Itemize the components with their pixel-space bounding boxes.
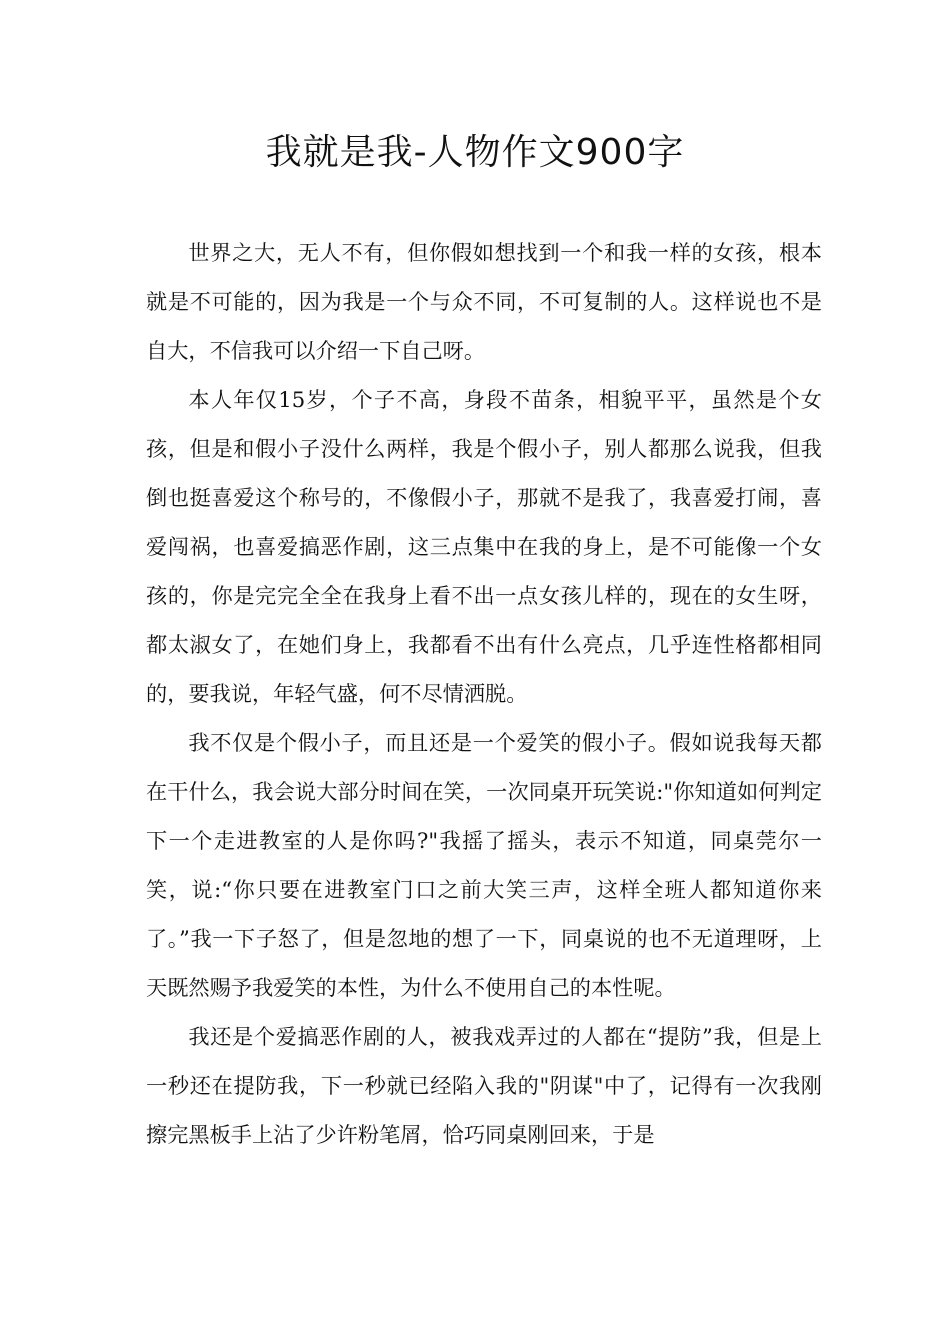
document-body [146, 228, 822, 1159]
paragraph: 世界之大，无人不有，但你假如想找到一个和我一样的女孩，根本就是不可能的，因为我是一个与众不同，不可复制的人。这样说也不是自大，不信我可以介绍一下自己呀。 [146, 240, 822, 363]
document-title: 我就是我-人物作文900字 [265, 132, 685, 173]
paragraph: 我还是个爱搞恶作剧的人，被我戏弄过的人都在“提防”我，但是上一秒还在提防我，下一秒就已经陷入我的"阴谋"中了，记得有一次我刚擦完黑板手上沾了少许粉笔屑，恰巧同桌刚回来，于是 [146, 1024, 822, 1147]
paragraph: 我不仅是个假小子，而且还是一个爱笑的假小子。假如说我每天都在干什么，我会说大部分时间在笑，一次同桌开玩笑说:"你知道如何判定下一个走进教室的人是你吗?"我摇了摇头，表示不知道，同桌莞尔一笑，说:“你只要在进教室门口之前大笑三声，这样全班人都知道你来了。”我一下子怒了，但是忽地的想了一下，同桌说的也不无道理呀，上天既然赐予我爱笑的本性，为什么不使用自己的本性呢。 [146, 730, 822, 1000]
paragraph: 本人年仅15岁，个子不高，身段不苗条，相貌平平，虽然是个女孩，但是和假小子没什么两样，我是个假小子，别人都那么说我，但我倒也挺喜爱这个称号的，不像假小子，那就不是我了，我喜爱打闹，喜爱闯祸，也喜爱搞恶作剧，这三点集中在我的身上，是不可能像一个女孩的，你是完完全全在我身上看不出一点女孩儿样的，现在的女生呀，都太淑女了，在她们身上，我都看不出有什么亮点，几乎连性格都相同的，要我说，年轻气盛，何不尽情洒脱。 [146, 387, 822, 706]
